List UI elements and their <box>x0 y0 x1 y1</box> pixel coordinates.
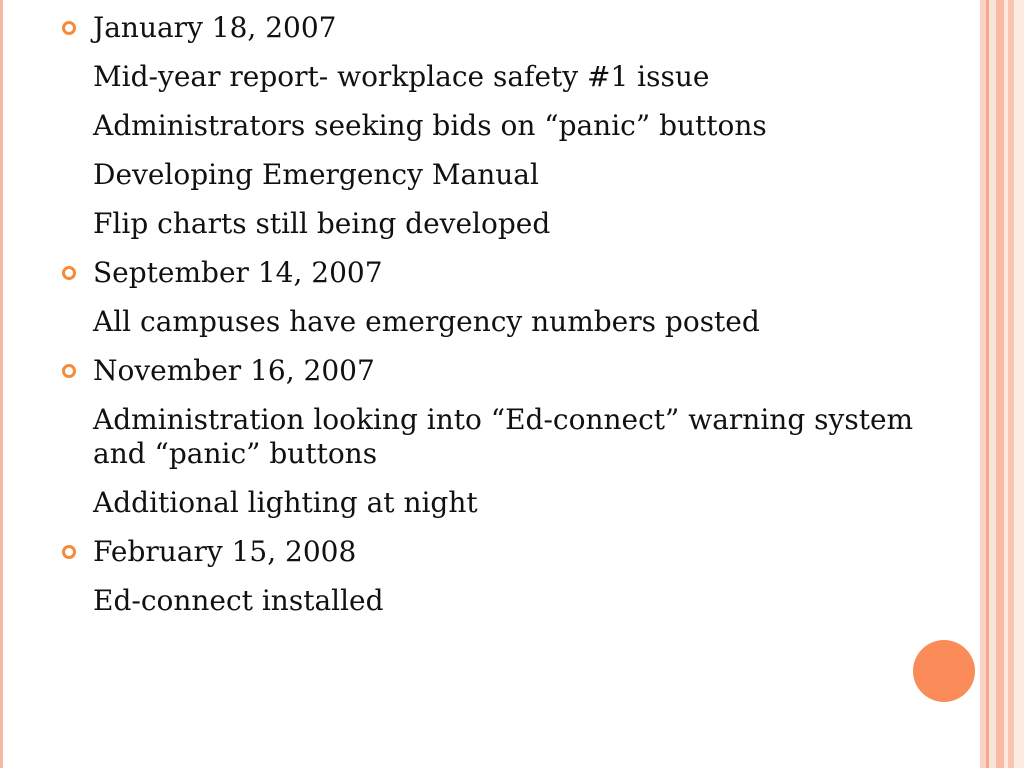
detail-text: Flip charts still being developed <box>93 207 551 240</box>
detail-text: Administration looking into “Ed-connect” warning system and “panic” buttons <box>93 403 914 470</box>
detail-text: Ed-connect installed <box>93 584 384 617</box>
right-stripe-decoration <box>1014 0 1024 768</box>
timeline-detail-item <box>62 109 942 143</box>
date-text: November 16, 2007 <box>93 354 375 387</box>
right-stripe-decoration <box>989 0 996 768</box>
timeline-detail-item <box>62 60 942 94</box>
detail-text: All campuses have emergency numbers posted <box>93 305 760 338</box>
timeline-date-item <box>62 11 942 45</box>
bullet-circle-icon <box>62 364 76 378</box>
timeline-detail-item <box>62 584 942 618</box>
timeline-detail-item <box>62 403 942 471</box>
timeline-detail-item <box>62 486 942 520</box>
left-border-decoration <box>0 0 3 768</box>
right-stripe-decoration <box>996 0 1004 768</box>
bullet-circle-icon <box>62 545 76 559</box>
date-text: January 18, 2007 <box>93 11 337 44</box>
date-text: September 14, 2007 <box>93 256 383 289</box>
timeline-date-item <box>62 256 942 290</box>
detail-text: Administrators seeking bids on “panic” buttons <box>93 109 767 142</box>
bullet-circle-icon <box>62 266 76 280</box>
detail-text: Mid-year report- workplace safety #1 issue <box>93 60 710 93</box>
detail-text: Additional lighting at night <box>93 486 478 519</box>
timeline-detail-item <box>62 305 942 339</box>
timeline-date-item <box>62 354 942 388</box>
detail-text: Developing Emergency Manual <box>93 158 539 191</box>
timeline-date-item <box>62 535 942 569</box>
date-text: February 15, 2008 <box>93 535 357 568</box>
bullet-circle-icon <box>62 21 76 35</box>
timeline-detail-item <box>62 158 942 192</box>
timeline-detail-item <box>62 207 942 241</box>
orange-circle-decoration <box>913 640 975 702</box>
bullet-list <box>62 4 942 618</box>
